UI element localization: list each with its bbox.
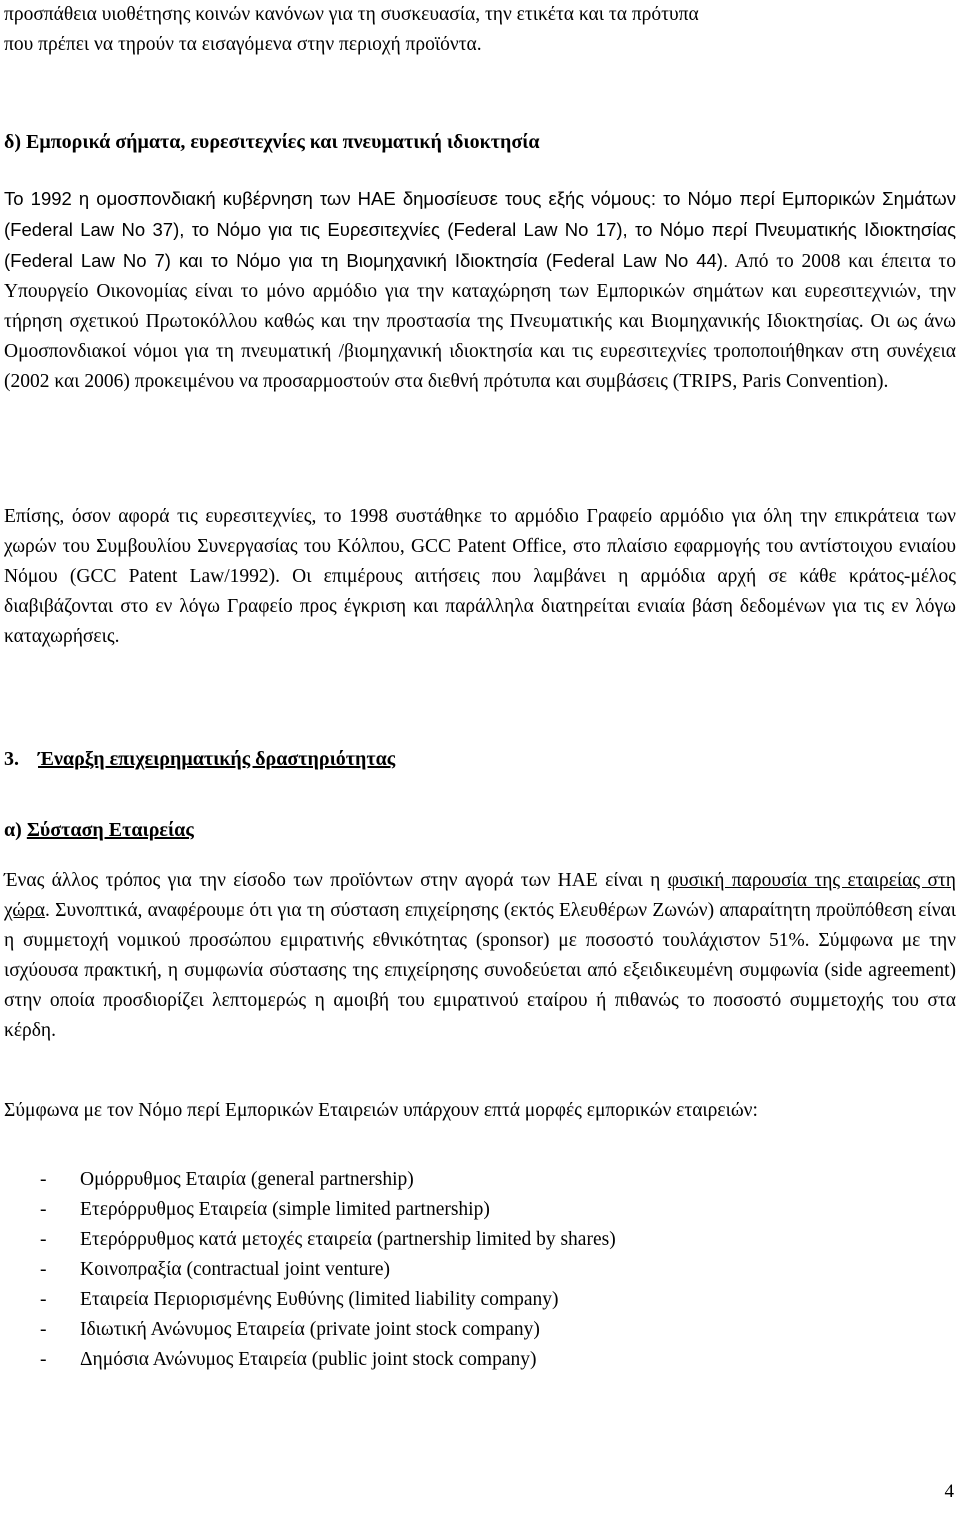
list-dash: - xyxy=(40,1289,47,1310)
section-3-title: Έναρξη επιχειρηματικής δραστηριότητας xyxy=(38,748,396,770)
laws-sentence: Το 1992 η ομοσπονδιακή κυβέρνηση των ΗΑΕ δημοσίευσε τους εξής νόμους: το Νόμο περί Εμπορικών Σημάτων (Federal Law No 37), το Νόμο για τις Ευρεσιτεχνίες (Federal Law No 17), το Νόμο περί Πνευματικής Ιδιοκτησίας (Federal Law No 7) και το Νόμο για τη Βιομηχανική Ιδιοκτησία (Federal Law No 44). xyxy=(4,188,956,271)
list-item-text: Δημόσια Ανώνυμος Εταιρεία (public joint stock company) xyxy=(80,1349,537,1370)
page-number: 4 xyxy=(944,1481,954,1502)
list-dash: - xyxy=(40,1259,47,1280)
forms-intro: Σύμφωνα με τον Νόμο περί Εμπορικών Εταιρειών υπάρχουν επτά μορφές εμπορικών εταιρειών: xyxy=(4,1100,758,1121)
list-item xyxy=(40,1285,956,1315)
intro-paragraph xyxy=(4,0,956,60)
intro-line-2: που πρέπει να τηρούν τα εισαγόμενα στην περιοχή προϊόντα. xyxy=(4,34,482,55)
list-item-text: Ομόρρυθμος Εταιρία (general partnership) xyxy=(80,1169,414,1190)
section-a-prefix: α) xyxy=(4,819,27,841)
company-forms-list xyxy=(40,1165,956,1375)
list-item xyxy=(40,1255,956,1285)
list-item xyxy=(40,1195,956,1225)
section-a-text-before: Ένας άλλος τρόπος για την είσοδο των προϊόντων στην αγορά των ΗΑΕ είναι η xyxy=(4,870,668,891)
intro-line-1: προσπάθεια υιοθέτησης κοινών κανόνων για τη συσκευασία, την ετικέτα και τα πρότυπα xyxy=(4,4,699,25)
list-item-text: Ετερόρρυθμος Εταιρεία (simple limited partnership) xyxy=(80,1199,490,1220)
list-item-text: Κοινοπραξία (contractual joint venture) xyxy=(80,1259,391,1280)
section-delta-paragraph-1 xyxy=(4,184,956,397)
section-a-heading xyxy=(4,815,956,845)
section-a-text-after: . Συνοπτικά, αναφέρουμε ότι για τη σύσταση επιχείρησης (εκτός Ελευθέρων Ζωνών) απαραίτητη προϋπόθεση είναι η συμμετοχή νομικού προσώπου εμιρατινής εθνικότητας (sponsor) με ποσοστό τουλάχιστον 51%. Σύμφωνα με την ισχύουσα πρακτική, η συμφωνία σύστασης της επιχείρησης συνοδεύεται από εξειδικευμένη συμφωνία (side agreement) στην οποία προσδιορίζει λεπτομερώς η αμοιβή του εμιρατινού εταίρου ή πιθανώς το ποσοστό συμμετοχής του στα κέρδη. xyxy=(4,900,956,1041)
ministry-sentence: Από το 2008 και έπειτα το Υπουργείο Οικονομίας είναι το μόνο αρμόδιο για την καταχώρηση των Εμπορικών σημάτων και ευρεσιτεχνιών, την τήρηση σχετικού Πρωτοκόλλου καθώς και την προστασία της Πνευματικής και Βιομηχανικής Ιδιοκτησίας. Οι ως άνω Ομοσπονδιακοί νόμοι για τη πνευματική /βιομηχανική ιδιοκτησία και τις ευρεσιτεχνίες τροποποιήθηκαν στη συνέχεια (2002 και 2006) προκειμένου να προσαρμοστούν στα διεθνή πρότυπα και συμβάσεις (TRIPS, Paris Convention). xyxy=(4,251,956,392)
list-dash: - xyxy=(40,1229,47,1250)
physical-presence-phrase: φυσική παρουσία της εταιρείας στη χώρα xyxy=(4,870,956,921)
list-dash: - xyxy=(40,1349,47,1370)
section-delta-paragraph-2: Επίσης, όσον αφορά τις ευρεσιτεχνίες, το 1998 συστάθηκε το αρμόδιο Γραφείο αρμόδιο για όλη την επικράτεια των χωρών του Συμβουλίου Συνεργασίας του Κόλπου, GCC Patent Office, στο πλαίσιο εφαρμογής του αντίστοιχου ενιαίου Νόμου (GCC Patent Law/1992). Οι επιμέρους αιτήσεις που λαμβάνει η αρμόδια αρχή σε κάθε κράτος-μέλος διαβιβάζονται στο εν λόγω Γραφείο προς έγκριση και παράλληλα διατηρείται ενιαία βάση δεδομένων για τις εν λόγω καταχωρήσεις. xyxy=(4,506,956,647)
list-item xyxy=(40,1165,956,1195)
list-item xyxy=(40,1315,956,1345)
list-dash: - xyxy=(40,1319,47,1340)
list-dash: - xyxy=(40,1199,47,1220)
list-item-text: Ετερόρρυθμος κατά μετοχές εταιρεία (partnership limited by shares) xyxy=(80,1229,616,1250)
list-item-text: Ιδιωτική Ανώνυμος Εταιρεία (private joint stock company) xyxy=(80,1319,540,1340)
list-item xyxy=(40,1345,956,1375)
section-3-number: 3. xyxy=(4,748,19,770)
section-delta-heading: δ) Εμπορικά σήματα, ευρεσιτεχνίες και πνευματική ιδιοκτησία xyxy=(4,131,540,153)
section-3-heading xyxy=(4,744,956,774)
list-item xyxy=(40,1225,956,1255)
section-a-paragraph xyxy=(4,866,956,1046)
list-item-text: Εταιρεία Περιορισμένης Ευθύνης (limited liability company) xyxy=(80,1289,559,1310)
list-dash: - xyxy=(40,1169,47,1190)
section-a-title: Σύσταση Εταιρείας xyxy=(26,819,194,841)
